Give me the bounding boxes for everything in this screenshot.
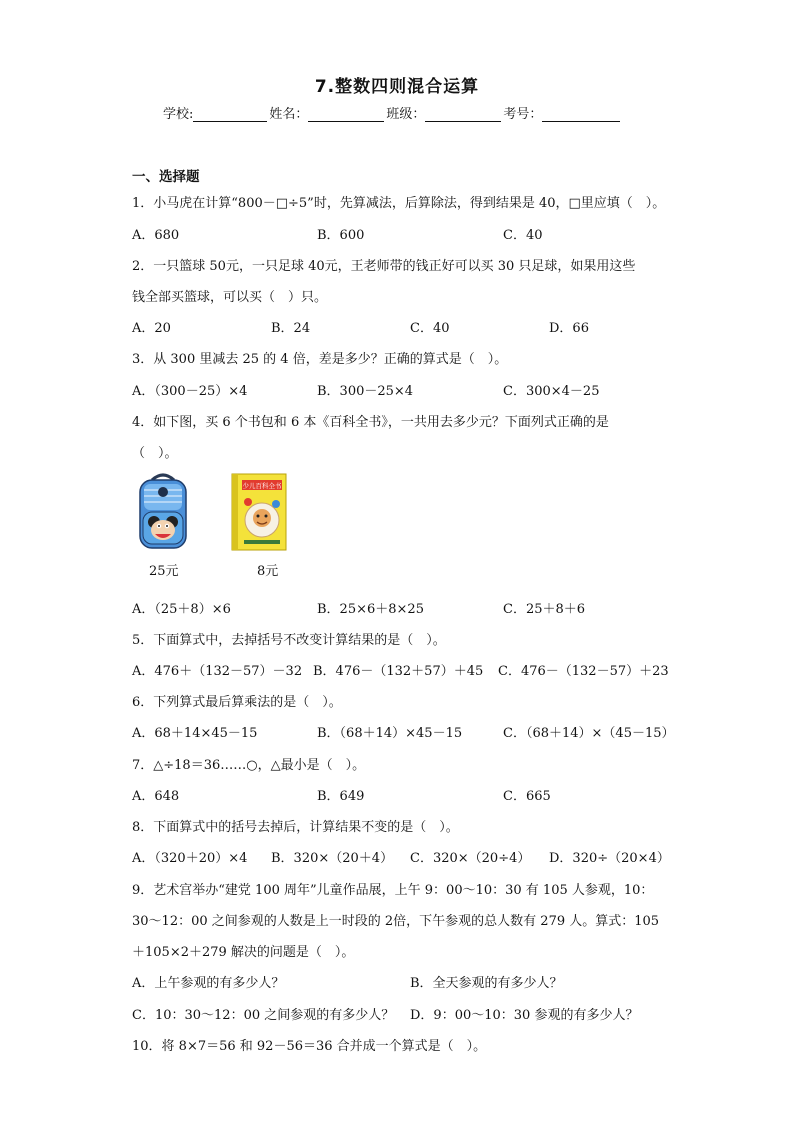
question-9-option-c[interactable]: C．10：30～12：00 之间参观的有多少人？	[132, 1008, 395, 1023]
question-5-option-c[interactable]: C．476－（132－57）＋23	[498, 664, 669, 679]
question-2-option-c[interactable]: C．40	[410, 321, 450, 336]
book-cover-title: 少儿百科全书	[242, 482, 282, 490]
question-7-option-a[interactable]: A．648	[132, 789, 180, 804]
question-8-option-c[interactable]: C．320×（20÷4）	[410, 851, 531, 866]
question-6-option-c[interactable]: C．（68＋14）×（45－15）	[503, 726, 675, 741]
question-2-option-a[interactable]: A．20	[132, 321, 171, 336]
question-7-option-b[interactable]: B．649	[317, 789, 365, 804]
question-8-text: 8．下面算式中的括号去掉后，计算结果不变的是（ ）。	[132, 820, 459, 835]
question-8-option-a[interactable]: A．（320＋20）×4	[132, 851, 248, 866]
question-9-text-line-1: 9．艺术宫举办“建党 100 周年”儿童作品展，上午 9：00～10：30 有 105 人参观，10：	[132, 883, 654, 898]
number-label: 考号：	[503, 107, 543, 122]
question-6-option-a[interactable]: A．68＋14×45－15	[132, 726, 258, 741]
question-3-option-b[interactable]: B．300－25×4	[317, 384, 414, 399]
question-3-text: 3．从 300 里减去 25 的 4 倍，差是多少？正确的算式是（ ）。	[132, 352, 508, 367]
question-4-text-line-2: （ ）。	[132, 446, 178, 461]
question-9-option-a[interactable]: A．上午参观的有多少人？	[132, 976, 285, 991]
question-5-text: 5．下面算式中，去掉括号不改变计算结果的是（ ）。	[132, 633, 446, 648]
name-label: 姓名：	[269, 107, 309, 122]
school-blank	[193, 107, 267, 122]
question-2-option-d[interactable]: D．66	[549, 321, 589, 336]
question-1-option-c[interactable]: C．40	[503, 228, 543, 243]
question-5-option-b[interactable]: B．476－（132＋57）＋45	[313, 664, 484, 679]
question-4-option-b[interactable]: B．25×6＋8×25	[317, 602, 424, 617]
question-9-option-b[interactable]: B．全天参观的有多少人？	[410, 976, 563, 991]
question-7-text: 7．△÷18＝36……○，△最小是（ ）。	[132, 758, 366, 773]
question-8-option-b[interactable]: B．320×（20＋4）	[271, 851, 394, 866]
backpack-price: 25元	[149, 564, 179, 579]
name-blank	[308, 107, 384, 122]
question-1-option-b[interactable]: B．600	[317, 228, 365, 243]
encyclopedia-book-icon	[230, 472, 288, 552]
student-info-row	[163, 103, 622, 122]
question-2-option-b[interactable]: B．24	[271, 321, 311, 336]
question-9-option-d[interactable]: D．9：00～10：30 参观的有多少人？	[410, 1008, 639, 1023]
question-2-text-line-2: 钱全部买篮球，可以买（ ）只。	[132, 290, 328, 305]
backpack-icon	[134, 472, 192, 552]
question-6-option-b[interactable]: B．（68＋14）×45－15	[317, 726, 463, 741]
question-6-text: 6．下列算式最后算乘法的是（ ）。	[132, 695, 342, 710]
question-3-option-a[interactable]: A．（300－25）×4	[132, 384, 248, 399]
question-4-option-c[interactable]: C．25＋8＋6	[503, 602, 586, 617]
page-title: 7.整数四则混合运算	[314, 77, 480, 97]
question-8-option-d[interactable]: D．320÷（20×4）	[549, 851, 670, 866]
book-price: 8元	[257, 564, 279, 579]
number-blank	[542, 107, 620, 122]
class-label: 班级：	[386, 107, 426, 122]
question-7-option-c[interactable]: C．665	[503, 789, 551, 804]
question-1-option-a[interactable]: A．680	[132, 228, 180, 243]
question-4-option-a[interactable]: A．（25＋8）×6	[132, 602, 231, 617]
question-3-option-c[interactable]: C．300×4－25	[503, 384, 600, 399]
section-heading: 一、选择题	[132, 169, 200, 185]
question-10-text: 10．将 8×7＝56 和 92－56＝36 合并成一个算式是（ ）。	[132, 1039, 487, 1054]
question-4-text-line-1: 4．如下图，买 6 个书包和 6 本《百科全书》，一共用去多少元？下面列式正确的是	[132, 415, 609, 430]
class-blank	[425, 107, 501, 122]
question-5-option-a[interactable]: A．476＋（132－57）－32	[132, 664, 303, 679]
school-label: 学校:	[163, 107, 194, 122]
question-2-text-line-1: 2．一只篮球 50元，一只足球 40元，王老师带的钱正好可以买 30 只足球，如果用这些	[132, 259, 636, 274]
question-1-text: 1．小马虎在计算“800－□÷5”时，先算减法，后算除法，得到结果是 40，□里应填（ ）。	[132, 196, 666, 211]
question-9-text-line-3: ＋105×2＋279 解决的问题是（ ）。	[132, 945, 355, 960]
question-9-text-line-2: 30～12：00 之间参观的人数是上一时段的 2倍，下午参观的总人数有 279 人。算式：105	[132, 914, 660, 929]
